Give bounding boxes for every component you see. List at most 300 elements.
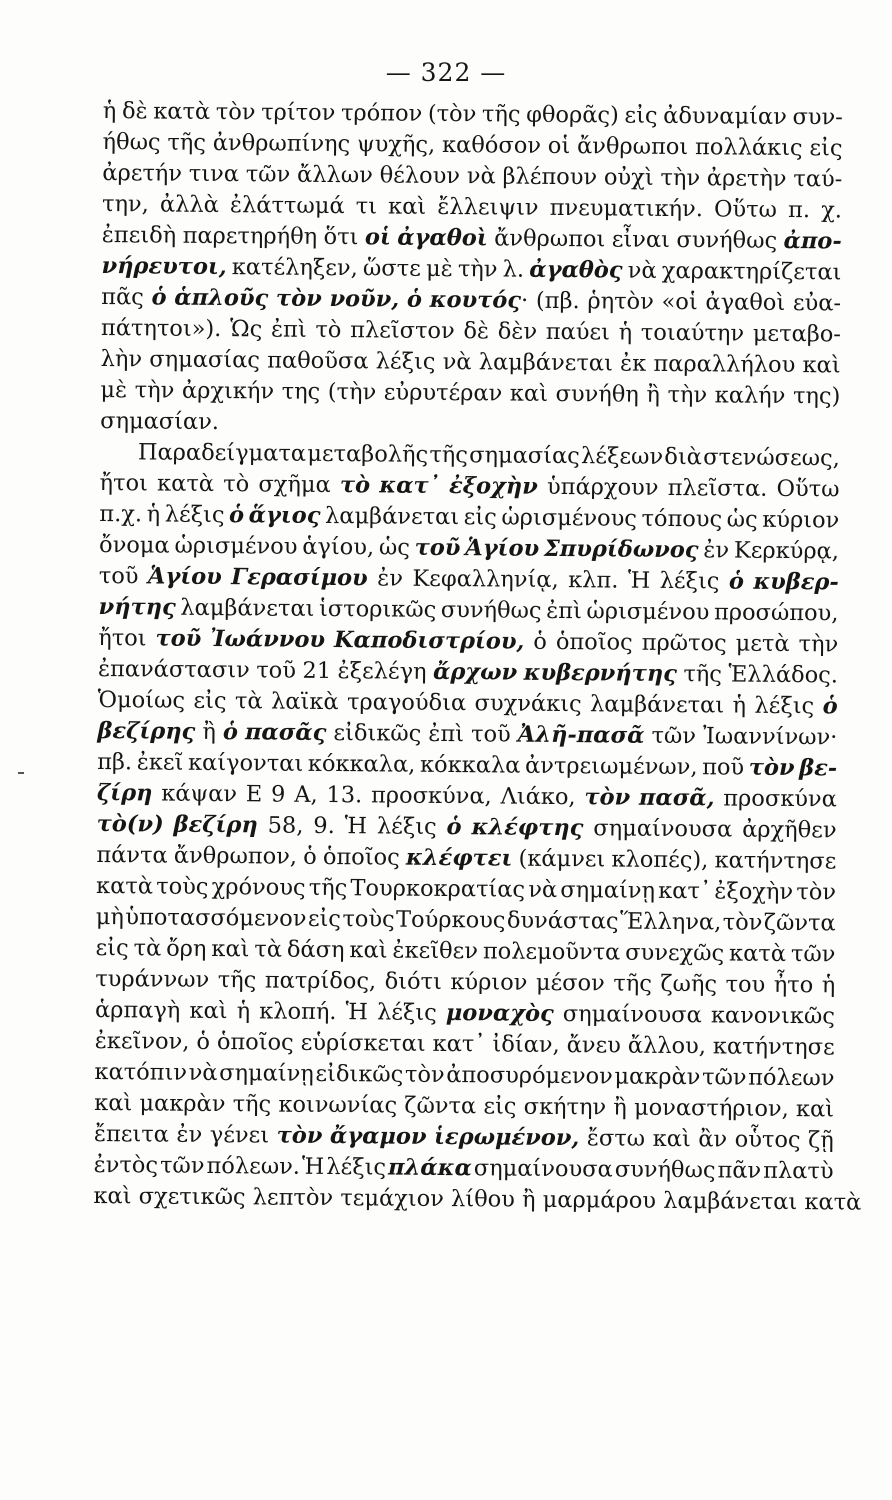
word [550, 193, 704, 225]
word [308, 904, 341, 935]
text-run: 58, [267, 812, 304, 839]
emphasized-term: κυβερ- [753, 568, 839, 596]
emphasized-term: κουτός [429, 286, 522, 314]
text-run: νὰ [442, 348, 472, 376]
word [683, 659, 722, 690]
text-run: ποῦ [702, 754, 745, 781]
word [176, 1120, 202, 1151]
word [99, 499, 142, 530]
emphasized-term: ὁ [151, 284, 167, 311]
word [798, 629, 838, 660]
word [232, 252, 358, 284]
word [249, 500, 321, 532]
text-run: ὁ [303, 843, 317, 870]
word [426, 254, 453, 285]
word [334, 625, 525, 658]
word [658, 876, 711, 907]
text-run: πάντα [96, 841, 168, 869]
text-run: πολλάκις [694, 134, 803, 162]
word [698, 1124, 727, 1155]
emphasized-term: νήρευτοι, [101, 252, 227, 281]
word [714, 845, 836, 877]
word [474, 1153, 613, 1185]
word [432, 1029, 485, 1060]
word [498, 316, 538, 347]
word [276, 284, 322, 315]
text-run: μὲ [425, 255, 453, 283]
text-run: ἐπὶ [270, 316, 307, 343]
word [125, 902, 306, 935]
word [702, 1062, 747, 1093]
emphasized-term: κλέφτης [471, 814, 584, 842]
text-run: λαμβάνεται [589, 691, 725, 719]
text-run: τρόπον [340, 100, 423, 127]
word [707, 163, 787, 195]
word [728, 659, 838, 691]
word [518, 720, 645, 752]
word [371, 780, 492, 812]
word [567, 1030, 621, 1061]
word [479, 347, 613, 379]
word [528, 875, 557, 906]
text-run: μακρὰν [614, 1063, 701, 1091]
text-run: τὴν [660, 164, 701, 192]
text-run: ὅτι [323, 223, 359, 251]
text-run: προσκύνα [723, 785, 837, 813]
word [412, 564, 559, 596]
word [345, 811, 368, 842]
word [661, 287, 697, 318]
emphasized-term: ὁ [446, 814, 462, 841]
word [138, 437, 306, 469]
text-run: ἀνθρωπίνης [212, 129, 351, 158]
text-run: νὰ [466, 163, 496, 190]
text-run: ἡ [732, 692, 747, 719]
text-run: τῆς [308, 874, 348, 902]
text-line [93, 1181, 862, 1218]
word [174, 841, 297, 873]
text-run: 13. [326, 781, 363, 809]
word [793, 288, 841, 319]
word [202, 717, 216, 748]
word [407, 285, 422, 316]
text-run: τῆς [429, 441, 469, 469]
word [420, 750, 521, 782]
text-run: τῶν [701, 1064, 747, 1091]
word [465, 533, 539, 565]
text-run: βλέπουν [502, 163, 598, 191]
word [446, 998, 554, 1030]
emphasized-term: κυβερνήτης [523, 659, 678, 688]
word [634, 1093, 789, 1125]
text-run: κατόπιν [94, 1058, 188, 1086]
text-run: πάτητοι»). [100, 314, 222, 343]
word [347, 687, 466, 719]
emphasized-term: μοναχὸς [445, 1000, 554, 1027]
text-run: σημασίαν. [100, 407, 220, 436]
text-run: τυράννων [95, 965, 210, 993]
emphasized-term: ἱερωμένον, [433, 1123, 580, 1152]
word [315, 1059, 403, 1091]
text-run: κλπ. [568, 567, 619, 594]
emphasized-term: τὸν [275, 285, 322, 312]
text-run: κλοπές), [611, 846, 709, 874]
text-run: δὲν [497, 318, 538, 345]
emphasized-term: Ἀλῆ-πασᾶ [517, 721, 645, 749]
word [139, 1088, 225, 1120]
text-run: τῶν [790, 941, 836, 968]
word [97, 778, 153, 809]
word [547, 472, 659, 504]
text-run: λ. [502, 256, 525, 283]
text-run: την, [101, 190, 149, 218]
word [723, 783, 837, 815]
word [323, 222, 358, 253]
word [753, 319, 841, 351]
word [668, 473, 768, 505]
word [735, 1125, 801, 1157]
text-run: (πβ. [535, 287, 580, 315]
word [98, 623, 147, 654]
word [101, 251, 226, 283]
text-run: τοιαύτην [640, 319, 745, 347]
word [500, 781, 575, 813]
text-run: ὑπάρχουν [546, 473, 659, 501]
word [330, 1121, 427, 1153]
text-line [96, 902, 836, 939]
text-run: χαρακτηρίζεται [661, 257, 842, 286]
text-run: ὄρη [166, 935, 207, 962]
text-run: σχῆμα [258, 471, 331, 499]
word [97, 747, 132, 778]
word [397, 223, 488, 255]
word [101, 313, 222, 345]
word [652, 1124, 690, 1155]
text-run: Ὡς [229, 316, 263, 343]
word [482, 99, 521, 130]
word [711, 1000, 835, 1032]
word [189, 1058, 218, 1089]
text-run: ἢ [613, 1094, 627, 1121]
text-run: (κάμνει [518, 845, 606, 873]
word [161, 779, 237, 811]
word [96, 840, 168, 872]
text-run: ἀγαθοὶ [705, 289, 786, 316]
text-run: ἄλλου, [627, 1032, 707, 1060]
text-run: καὶ [189, 997, 228, 1025]
text-run: πᾶν [717, 1157, 762, 1184]
text-run: χρόνους [211, 873, 306, 901]
text-run: Ε [245, 781, 263, 808]
emphasized-term: πασᾶς [244, 719, 327, 746]
text-run: τραγούδια [346, 689, 467, 717]
emphasized-term: βεζίρη [173, 811, 258, 839]
text-run: πόλεων [748, 1064, 835, 1092]
word [278, 1090, 397, 1122]
emphasized-term: ζίρη [96, 779, 153, 807]
word [430, 285, 529, 317]
text-run: Ἰωαννίνων· [702, 723, 838, 751]
word [764, 908, 836, 940]
word [703, 535, 729, 566]
word [492, 1029, 559, 1061]
word [180, 593, 314, 625]
emphasized-term: βεζίρης [97, 717, 196, 745]
word [95, 933, 128, 964]
text-run: δυνάστας [506, 907, 619, 935]
text-run: κατ᾽ [658, 877, 712, 905]
text-run: καὶ [795, 1096, 835, 1123]
word [193, 686, 226, 717]
word [329, 284, 399, 316]
text-run: λαμβάνεται [324, 502, 460, 531]
word [502, 161, 597, 193]
text-run: νὰ [528, 876, 558, 903]
word [405, 1060, 445, 1091]
word [99, 468, 148, 499]
text-run: τὴν [457, 256, 498, 283]
text-run: κατέληξεν, [231, 254, 358, 282]
text-run: ἂν [698, 1126, 728, 1153]
word [776, 474, 839, 506]
text-run: πλατὺ [763, 1157, 834, 1185]
word [584, 782, 630, 813]
word [646, 380, 660, 411]
word [261, 97, 335, 129]
word [536, 286, 580, 317]
text-run: μακρὰν [139, 1090, 226, 1118]
text-run: λέξις [326, 1153, 387, 1181]
text-run: κατὰ [804, 1189, 862, 1216]
text-run: ὁ [196, 1028, 211, 1055]
word [664, 442, 702, 473]
emphasized-term: νήτης [98, 593, 176, 621]
word [753, 567, 839, 599]
word [660, 969, 717, 1000]
emphasized-term: ἁπλοῦς [174, 284, 269, 312]
word [441, 595, 542, 627]
word [628, 256, 657, 287]
text-run: ὁποῖος [216, 1029, 294, 1056]
text-run: κάψαν [161, 780, 238, 808]
text-run: της [281, 378, 321, 405]
text-run: εἰς [483, 1093, 517, 1120]
text-run: ἱστορικῶς [318, 595, 437, 623]
word [510, 379, 548, 410]
text-run: ἄνθρωποι [494, 225, 606, 253]
text-run: Ἡ [345, 999, 369, 1026]
word [99, 561, 139, 592]
word [624, 101, 657, 132]
text-run: λέξις [754, 692, 815, 720]
text-run: καὶ [652, 1125, 691, 1153]
word [349, 935, 387, 966]
text-run: μεταβο- [752, 320, 842, 348]
word [429, 440, 468, 471]
text-run: τὸν [404, 1061, 445, 1089]
word [796, 1094, 834, 1125]
word [734, 536, 839, 568]
text-run: «οἱ [661, 288, 698, 316]
text-run: ὡς [726, 506, 758, 533]
word [446, 1060, 613, 1092]
text-run: παρετηρήθη [182, 222, 318, 250]
text-run: παύει [545, 318, 611, 346]
word [95, 964, 209, 996]
emphasized-term: Ἁγίου [465, 535, 540, 562]
word [556, 627, 633, 659]
text-run: κόκκαλα [419, 751, 521, 779]
margin-mark [18, 772, 24, 774]
word [524, 658, 677, 690]
word [97, 809, 164, 841]
word [590, 689, 724, 721]
word [377, 563, 403, 594]
text-run: κατὰ [95, 872, 154, 900]
text-run: ήθως [102, 128, 161, 156]
text-run: ὡρισμένου [174, 532, 298, 560]
word [651, 721, 696, 752]
word [229, 500, 244, 531]
text-run: Ὁμοίως [97, 686, 186, 714]
word [660, 163, 700, 194]
emphasized-term: ὁ [406, 286, 423, 313]
word [319, 594, 437, 626]
text-run: λέξις [376, 999, 437, 1026]
word [715, 380, 786, 412]
text-run: ἔστω [586, 1125, 646, 1152]
text-run: εὐα- [792, 290, 842, 317]
emphasized-term: Σπυρίδωνος [543, 535, 699, 564]
text-run: ἀρχικήν [181, 377, 275, 405]
text-run: ἢ [646, 381, 661, 408]
word [474, 688, 581, 720]
text-run: θέλουν [379, 162, 461, 190]
text-run: ἀποσυρόμενον [446, 1062, 613, 1090]
text-run: εἰδικῶς [333, 720, 422, 747]
text-run: ἡ [102, 97, 117, 125]
text-run: τὸν [215, 98, 256, 126]
word [122, 96, 148, 127]
text-run: Κερκύρᾳ, [733, 537, 840, 565]
word [458, 254, 498, 285]
text-run: πρῶτος [641, 629, 727, 657]
word [525, 751, 698, 784]
word [450, 967, 527, 999]
text-run: λέξις [376, 813, 437, 840]
word [614, 1062, 700, 1094]
word [620, 907, 722, 939]
text-run: ἄνθρωποι [576, 133, 689, 161]
text-run: τῶν [159, 1152, 205, 1179]
word [483, 936, 621, 968]
word [147, 499, 161, 530]
text-run: π. [787, 196, 811, 224]
text-run: πβ. [97, 748, 133, 776]
text-run: σημασίας [469, 442, 580, 470]
word: λεπτὸν [252, 1184, 334, 1212]
word: λίθου [450, 1186, 516, 1213]
text-run: σημαίνουσα [473, 1155, 613, 1183]
text-run: ἐξοχὴν [714, 878, 794, 906]
word [246, 159, 291, 190]
word [340, 470, 370, 501]
word [97, 716, 195, 748]
word [742, 815, 837, 847]
word [604, 162, 654, 193]
text-run: γένει [209, 1121, 270, 1149]
word [211, 934, 249, 965]
word [615, 1155, 716, 1187]
word [822, 970, 836, 1001]
emphasized-term: ἅγιος [248, 502, 321, 529]
text-run: ἐν [703, 537, 730, 564]
text-run: ἐκ [619, 350, 647, 377]
emphasized-term: Ἁγίου [147, 563, 222, 591]
word [326, 780, 362, 811]
word [676, 225, 777, 257]
word [808, 1125, 834, 1156]
text-run: προσώπου, [713, 599, 839, 627]
word [282, 377, 321, 408]
text-run: Οὕτω [713, 196, 778, 223]
word [793, 381, 841, 412]
text-run: ψυχῆς, [356, 131, 436, 158]
emphasized-term: ἄγαμον [329, 1123, 427, 1150]
text-run: ὁποῖος [322, 843, 400, 871]
text-run: συνήθως [614, 1156, 716, 1184]
word [501, 502, 637, 534]
word [641, 318, 745, 350]
word [587, 1123, 646, 1155]
word [326, 1152, 386, 1184]
text-run: ἐλάττωμά [229, 192, 345, 220]
word [271, 686, 339, 718]
word [341, 98, 423, 130]
word [101, 344, 143, 375]
word [449, 471, 538, 503]
word [702, 752, 744, 783]
word [303, 842, 317, 873]
word [503, 254, 525, 285]
text-run: τοὺς [156, 873, 209, 900]
text-run: εἰς [809, 135, 843, 162]
word [100, 406, 219, 438]
word [703, 442, 840, 474]
word [94, 1119, 169, 1151]
text-run: σημαίνῃ [219, 1060, 314, 1087]
word [809, 133, 842, 164]
emphasized-term: Γερασίμου [231, 564, 368, 592]
text-run: εἰς [193, 687, 227, 715]
word [464, 502, 497, 533]
word [628, 566, 651, 597]
text-run: συνήθως [676, 227, 778, 254]
text-run: ἐκεῖθεν [392, 937, 479, 965]
word [155, 623, 201, 654]
word [568, 565, 619, 596]
word [667, 380, 707, 411]
text-run: τῆς [683, 661, 723, 688]
text-run: συνήθη [555, 380, 639, 408]
word [762, 505, 839, 537]
text-run: ἄλλων [296, 161, 373, 189]
text-run: τὰ [133, 935, 162, 962]
text-run: κόκκαλα, [307, 750, 416, 778]
word [377, 811, 437, 843]
word [377, 997, 437, 1029]
word [625, 938, 724, 970]
